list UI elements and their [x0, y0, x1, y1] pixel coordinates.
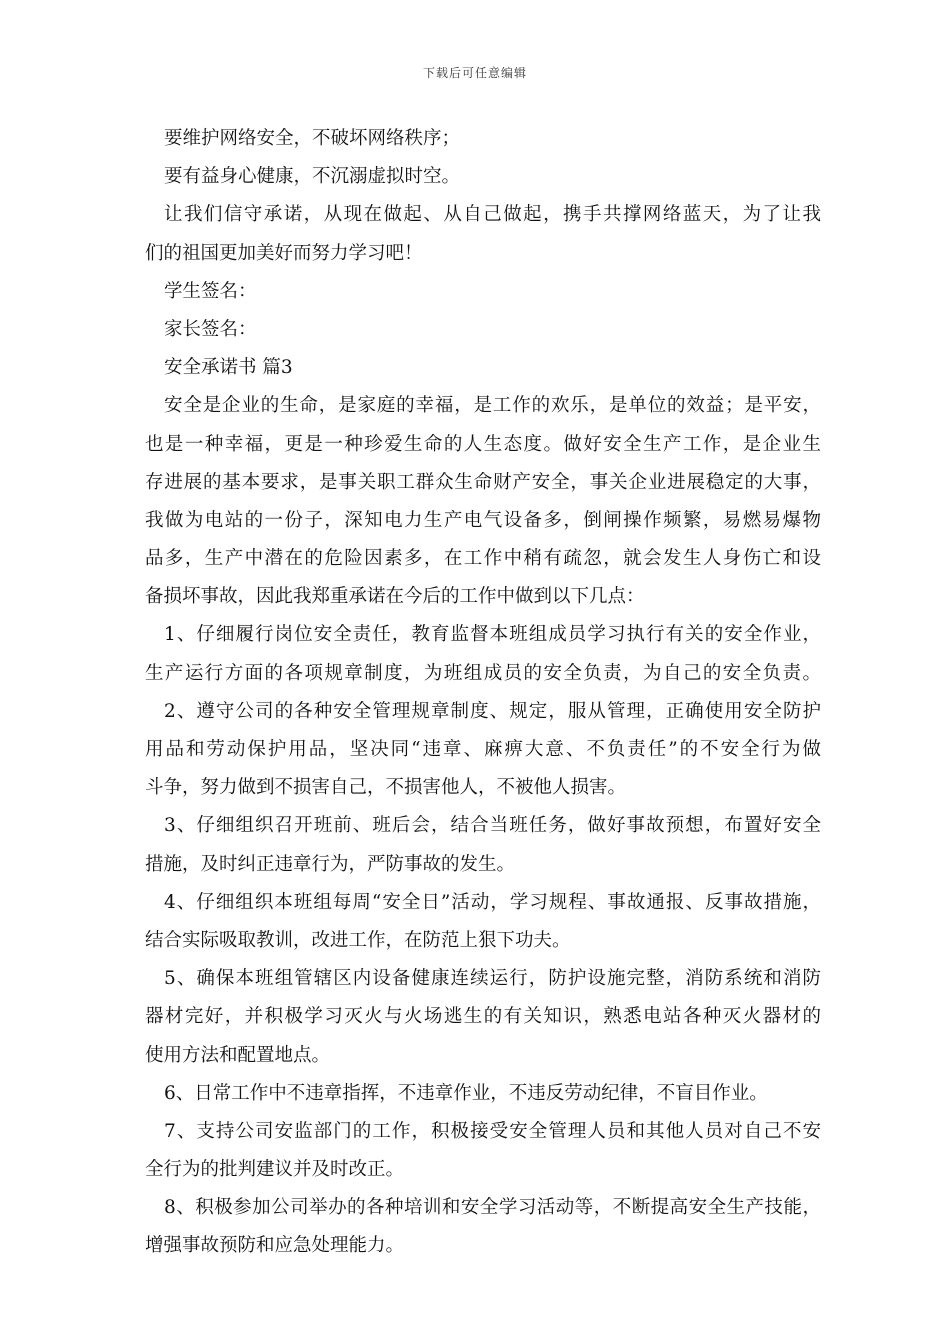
text-line: 学生签名：	[164, 280, 257, 302]
text-line: 6、日常工作中不违章指挥，不违章作业，不违反劳动纪律，不盲目作业。	[164, 1082, 768, 1104]
text-line: 器材完好，并积极学习灭火与火场逃生的有关知识，熟悉电站各种灭火器材的	[145, 1006, 821, 1028]
text-line: 全行为的批判建议并及时改正。	[145, 1159, 405, 1181]
text-line: 4、仔细组织本班组每周“安全日”活动，学习规程、事故通报、反事故措施，	[164, 891, 821, 913]
text-line: 1、仔细履行岗位安全责任，教育监督本班组成员学习执行有关的安全作业，	[164, 624, 821, 646]
text-line: 也是一种幸福，更是一种珍爱生命的人生态度。做好安全生产工作，是企业生	[145, 433, 821, 455]
text-line: 结合实际吸取教训，改进工作，在防范上狠下功夫。	[145, 929, 571, 951]
text-line: 要维护网络安全，不破坏网络秩序；	[164, 128, 461, 149]
text-line: 备损坏事故，因此我郑重承诺在今后的工作中做到以下几点：	[145, 586, 645, 608]
text-line: 安全承诺书 篇3	[164, 357, 293, 379]
text-line: 要有益身心健康，不沉溺虚拟时空。	[164, 166, 461, 188]
document-body	[145, 120, 821, 1266]
text-line: 5、确保本班组管辖区内设备健康连续运行，防护设施完整，消防系统和消防	[164, 968, 821, 990]
text-line: 2、遵守公司的各种安全管理规章制度、规定，服从管理，正确使用安全防护	[164, 700, 821, 722]
text-line: 斗争，努力做到不损害自己，不损害他人，不被他人损害。	[145, 777, 627, 799]
text-line: 品多，生产中潜在的危险因素多，在工作中稍有疏忽，就会发生人身伤亡和设	[145, 548, 821, 570]
page-header: 下载后可任意编辑	[422, 66, 527, 80]
text-line: 我做为电站的一份子，深知电力生产电气设备多，倒闸操作频繁，易燃易爆物	[145, 509, 821, 531]
text-line: 3、仔细组织召开班前、班后会，结合当班任务，做好事故预想，布置好安全	[164, 815, 821, 837]
text-line: 让我们信守承诺，从现在做起、从自己做起，携手共撑网络蓝天，为了让我	[164, 204, 821, 226]
text-line: 措施，及时纠正违章行为，严防事故的发生。	[145, 853, 516, 875]
text-line: 增强事故预防和应急处理能力。	[145, 1235, 405, 1257]
text-line: 们的祖国更加美好而努力学习吧！	[145, 242, 423, 264]
text-line: 安全是企业的生命，是家庭的幸福，是工作的欢乐，是单位的效益；是平安，	[164, 395, 821, 417]
text-line: 家长签名：	[164, 318, 257, 340]
text-line: 使用方法和配置地点。	[145, 1044, 331, 1066]
text-line: 7、支持公司安监部门的工作，积极接受安全管理人员和其他人员对自己不安	[164, 1120, 821, 1142]
text-line: 存进展的基本要求，是事关职工群众生命财产安全，事关企业进展稳定的大事，	[145, 471, 821, 493]
text-line: 8、积极参加公司举办的各种培训和安全学习活动等，不断提高安全生产技能，	[164, 1197, 821, 1219]
text-line: 生产运行方面的各项规章制度，为班组成员的安全负责，为自己的安全负责。	[145, 662, 821, 684]
text-line: 用品和劳动保护用品，坚决同“违章、麻痹大意、不负责任”的不安全行为做	[145, 739, 821, 760]
